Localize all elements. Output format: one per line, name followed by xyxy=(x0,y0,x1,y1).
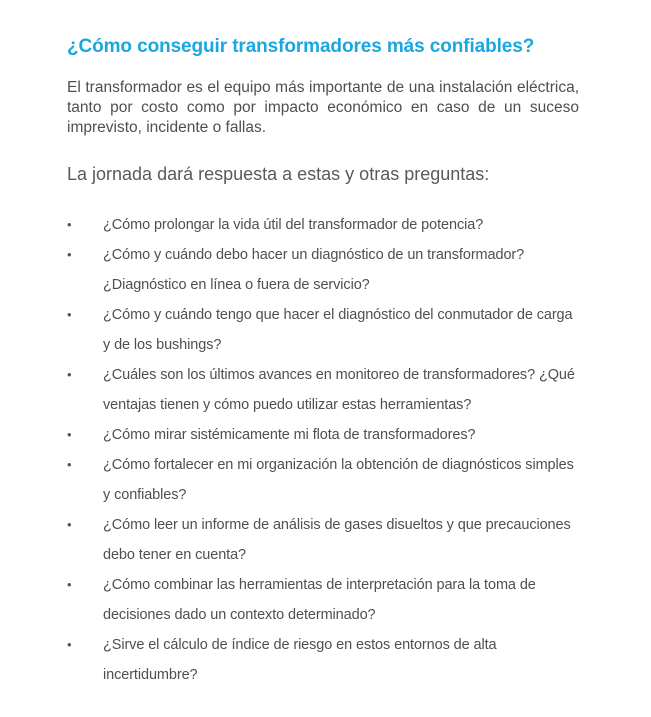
question-text: ¿Cómo prolongar la vida útil del transformador de potencia? xyxy=(103,217,484,233)
bullet-icon: • xyxy=(67,577,72,592)
question-text: ¿Cómo y cuándo tengo que hacer el diagnóstico del conmutador de carga y de los bushings? xyxy=(103,307,573,353)
bullet-icon: • xyxy=(67,367,72,382)
question-text: ¿Cómo leer un informe de análisis de gases disueltos y que precauciones debo tener en cuenta? xyxy=(103,517,571,563)
question-text: ¿Cómo mirar sistémicamente mi flota de transformadores? xyxy=(103,427,476,443)
question-text: ¿Cómo y cuándo debo hacer un diagnóstico de un transformador? ¿Diagnóstico en línea o fuera de servicio? xyxy=(103,247,525,293)
list-item xyxy=(67,240,579,300)
list-item xyxy=(67,300,579,360)
page-title: ¿Cómo conseguir transformadores más confiables? xyxy=(67,36,535,57)
bullet-icon: • xyxy=(67,427,72,442)
question-text: ¿Cómo combinar las herramientas de interpretación para la toma de decisiones dado un contexto determinado? xyxy=(103,577,536,623)
question-text: ¿Cómo fortalecer en mi organización la obtención de diagnósticos simples y confiables? xyxy=(103,457,574,503)
list-item xyxy=(67,360,579,420)
section-subheading: La jornada dará respuesta a estas y otras preguntas: xyxy=(67,164,490,184)
bullet-icon: • xyxy=(67,307,72,322)
bullet-icon: • xyxy=(67,637,72,652)
bullet-icon: • xyxy=(67,517,72,532)
question-text: ¿Cuáles son los últimos avances en monitoreo de transformadores? ¿Qué ventajas tienen y cómo puedo utilizar estas herramientas? xyxy=(103,367,575,413)
bullet-icon: • xyxy=(67,247,72,262)
list-item xyxy=(67,570,579,630)
list-item xyxy=(67,630,579,690)
list-item xyxy=(67,450,579,510)
list-item xyxy=(67,510,579,570)
list-item xyxy=(67,420,579,450)
document-body xyxy=(67,34,579,690)
question-text: ¿Sirve el cálculo de índice de riesgo en estos entornos de alta incertidumbre? xyxy=(103,637,497,683)
intro-paragraph: El transformador es el equipo más importante de una instalación eléctrica, tanto por costo como por impacto económico en caso de un suceso imprevisto, incidente o fallas. xyxy=(67,79,579,136)
bullet-icon: • xyxy=(67,457,72,472)
list-item xyxy=(67,210,579,240)
bullet-icon: • xyxy=(67,217,72,232)
question-list xyxy=(67,210,579,690)
